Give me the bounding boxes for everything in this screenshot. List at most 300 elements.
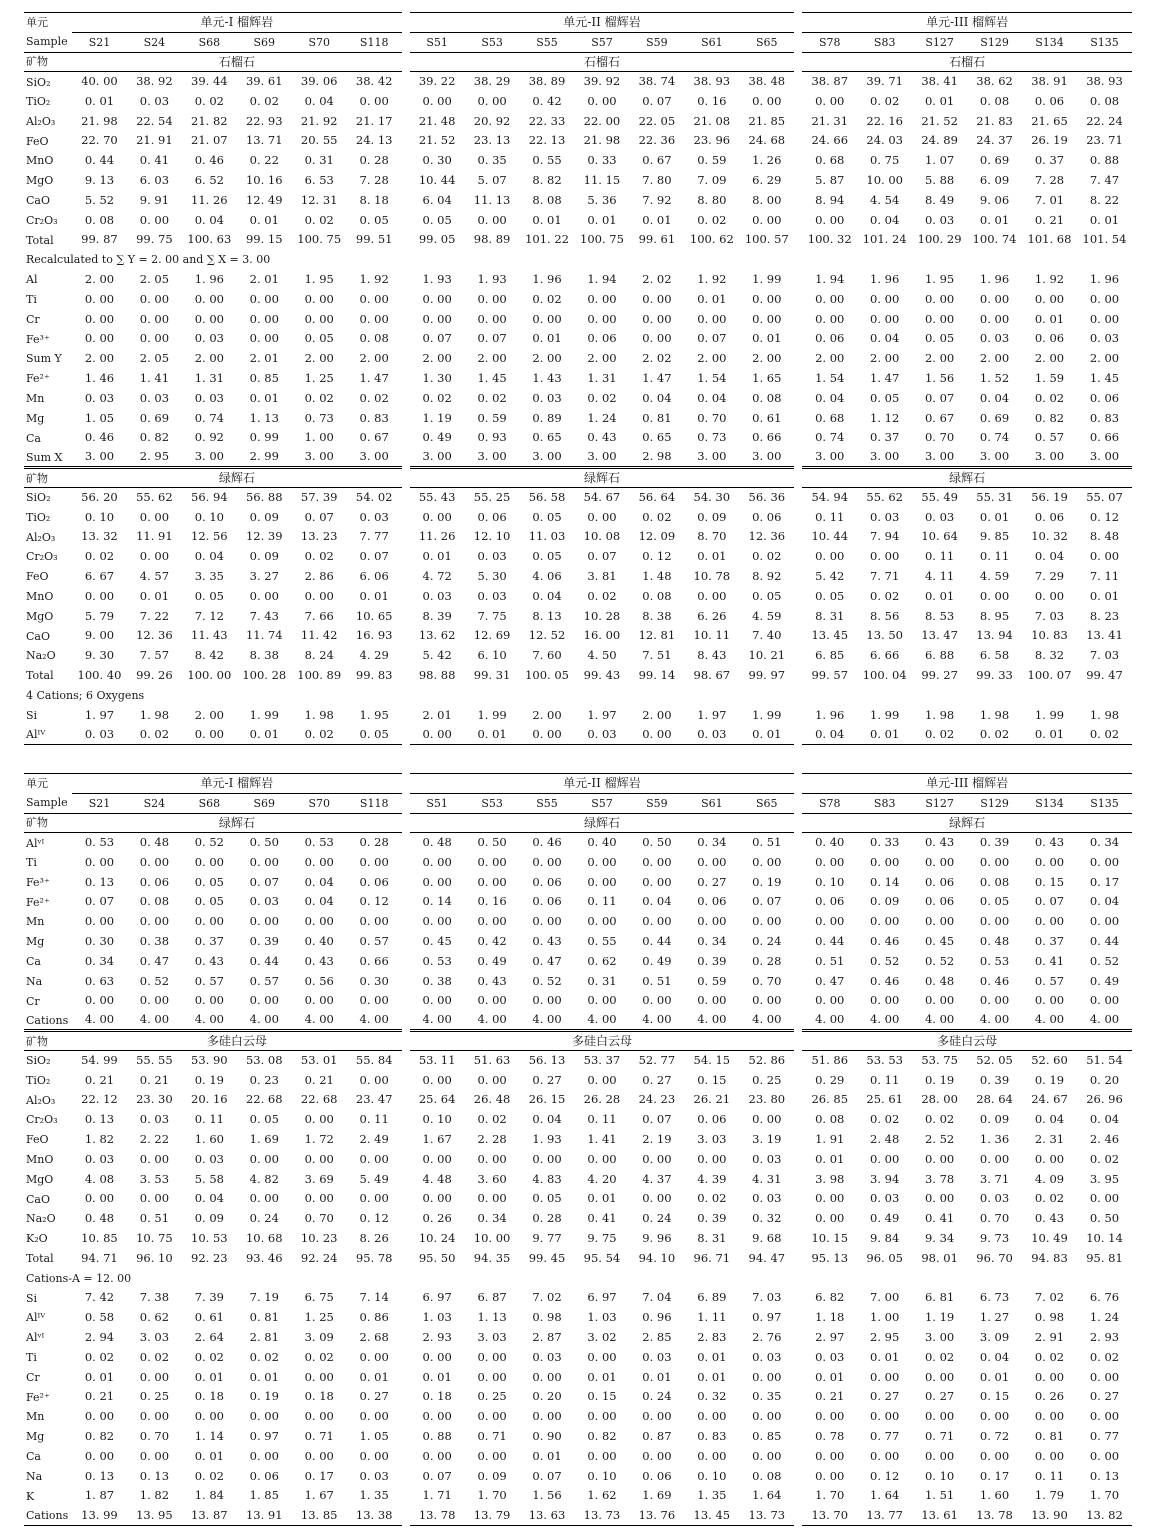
cell-value: 11. 42	[300, 628, 338, 643]
cell-value: 21. 98	[583, 133, 621, 148]
cell-value: 22. 24	[1086, 113, 1123, 128]
cell-value: 4. 00	[422, 1012, 452, 1027]
cell-value: 5. 36	[587, 192, 617, 207]
cell-value: 0. 03	[870, 509, 900, 524]
cell-value: 3. 00	[1089, 449, 1120, 464]
cell-value: 0. 00	[1089, 854, 1120, 869]
cell-value: 0. 03	[575, 725, 630, 745]
column-gap	[794, 813, 802, 833]
cell-value: 1. 98	[139, 707, 170, 722]
row-label: Cr₂O₃	[26, 1113, 58, 1127]
column-gap	[794, 1031, 802, 1051]
cell-value: 1. 99	[1034, 707, 1065, 722]
cell-value: 9. 91	[139, 192, 170, 207]
cell-value: 0. 00	[815, 1211, 845, 1226]
cell-value: 0. 06	[815, 894, 845, 909]
cell-value: 0. 03	[477, 588, 507, 603]
column-gap	[794, 626, 802, 646]
cell-value: 0. 04	[979, 1349, 1010, 1364]
cell-value: 4. 59	[752, 608, 782, 623]
cell-value: 0. 24	[752, 934, 782, 949]
cell-value: 0. 00	[979, 993, 1010, 1008]
column-gap	[402, 1150, 410, 1170]
cell-value: 0. 01	[587, 1369, 617, 1384]
cell-value: 0. 99	[249, 430, 279, 445]
row-label: TiO₂	[26, 510, 51, 524]
cell-value: 3. 03	[477, 1329, 507, 1344]
column-gap	[402, 290, 410, 310]
column-gap	[794, 191, 802, 211]
cell-value: 4. 00	[924, 1012, 955, 1027]
row-label: FeO	[26, 570, 49, 584]
cell-value: 0. 00	[1034, 291, 1065, 306]
cell-value: 4. 09	[1034, 1171, 1065, 1186]
cell-value: 0. 00	[532, 311, 562, 326]
cell-value: 0. 00	[477, 1151, 507, 1166]
cell-value: 21. 92	[300, 113, 338, 128]
cell-value: 0. 00	[249, 311, 279, 326]
column-gap	[794, 468, 802, 488]
cell-value: 11. 74	[245, 628, 283, 643]
column-gap	[402, 111, 410, 131]
cell-value: 55. 84	[355, 1053, 393, 1068]
cell-value: 0. 97	[752, 1310, 782, 1325]
cell-value: 100. 89	[297, 667, 342, 682]
cell-value: 5. 87	[815, 173, 845, 188]
cell-value: 0. 09	[477, 1468, 507, 1483]
sample-id: S135	[1077, 793, 1132, 813]
cell-value: 0. 67	[924, 410, 955, 425]
row-label: MgO	[26, 609, 54, 623]
cell-value: 13. 90	[1022, 1506, 1077, 1526]
cell-value: 101. 54	[1082, 232, 1127, 247]
cell-value: 9. 34	[924, 1230, 955, 1245]
cell-value: 4. 00	[697, 1012, 727, 1027]
cell-value: 12. 81	[638, 628, 676, 643]
cell-value: 1. 05	[359, 1428, 389, 1443]
cell-value: 0. 43	[477, 973, 507, 988]
mineral-name: 多硅白云母	[72, 1031, 402, 1051]
sample-label: Sample	[24, 32, 72, 52]
column-gap	[402, 527, 410, 547]
cell-value: 0. 82	[1034, 410, 1065, 425]
table-row	[24, 626, 1132, 646]
cell-value: 0. 55	[587, 934, 617, 949]
column-gap	[794, 853, 802, 873]
cell-value: 54. 30	[693, 490, 731, 505]
cell-value: 39. 44	[191, 74, 228, 89]
cell-value: 0. 00	[477, 291, 507, 306]
column-gap	[794, 309, 802, 329]
cell-value: 0. 03	[359, 509, 389, 524]
cell-value: 0. 00	[1089, 1448, 1120, 1463]
cell-value: 10. 53	[191, 1230, 228, 1245]
cell-value: 38. 74	[638, 74, 676, 89]
cell-value: 0. 03	[422, 588, 452, 603]
cell-value: 2. 00	[924, 351, 955, 366]
column-gap	[402, 32, 410, 52]
cell-value: 0. 35	[477, 153, 507, 168]
cell-value: 38. 93	[1086, 74, 1123, 89]
cell-value: 0. 65	[532, 430, 562, 445]
cell-value: 101. 24	[862, 232, 907, 247]
cell-value: 1. 35	[359, 1488, 389, 1503]
cell-value: 0. 43	[532, 934, 562, 949]
cell-value: 2. 98	[642, 449, 672, 464]
cell-value: 1. 72	[304, 1131, 334, 1146]
column-gap	[402, 1229, 410, 1249]
cell-value: 0. 03	[752, 1151, 782, 1166]
cell-value: 0. 01	[979, 1369, 1010, 1384]
cell-value: 0. 00	[1034, 993, 1065, 1008]
cell-value: 56. 58	[528, 490, 566, 505]
cell-value: 2. 76	[752, 1329, 782, 1344]
cell-value: 0. 00	[532, 1151, 562, 1166]
cell-value: 99. 57	[811, 667, 849, 682]
cell-value: 0. 00	[194, 1409, 224, 1424]
cell-value: 92. 24	[300, 1250, 338, 1265]
cell-value: 0. 03	[249, 894, 279, 909]
row-label: Alᴵⱽ	[26, 1311, 46, 1325]
cell-value: 0. 12	[359, 1211, 389, 1226]
cell-value: 2. 00	[1034, 351, 1065, 366]
cell-value: 0. 13	[84, 1112, 115, 1127]
cell-value: 100. 00	[187, 667, 232, 682]
cell-value: 0. 00	[410, 725, 465, 745]
cell-value: 99. 31	[473, 667, 511, 682]
cell-value: 0. 21	[84, 1389, 115, 1404]
cell-value: 0. 00	[979, 854, 1010, 869]
cell-value: 3. 35	[194, 568, 224, 583]
cell-value: 0. 28	[359, 835, 389, 850]
sample-id: S57	[575, 32, 630, 52]
recalc-note-row	[24, 686, 1132, 706]
cell-value: 54. 15	[693, 1053, 731, 1068]
cell-value: 0. 04	[870, 331, 900, 346]
cell-value: 0. 00	[1089, 1409, 1120, 1424]
column-gap	[794, 1110, 802, 1130]
sample-id: S129	[967, 793, 1022, 813]
cell-value: 38. 42	[355, 74, 393, 89]
cell-value: 100. 57	[744, 232, 789, 247]
table-row	[24, 92, 1132, 112]
cell-value: 0. 04	[870, 212, 900, 227]
cell-value: 0. 00	[304, 993, 334, 1008]
cell-value: 3. 78	[924, 1171, 955, 1186]
column-gap	[794, 1090, 802, 1110]
cell-value: 0. 49	[1089, 973, 1120, 988]
cell-value: 0. 13	[139, 1468, 170, 1483]
cell-value: 1. 92	[1034, 272, 1065, 286]
cell-value: 0. 37	[1034, 934, 1065, 949]
row-label: Ca	[26, 1449, 41, 1463]
cell-value: 0. 00	[924, 1448, 955, 1463]
cell-value: 0. 11	[924, 549, 955, 564]
sample-id: S69	[237, 32, 292, 52]
cell-value: 0. 83	[1089, 410, 1120, 425]
cell-value: 0. 05	[752, 588, 782, 603]
row-label: Fe³⁺	[26, 875, 50, 889]
cell-value: 0. 00	[139, 1369, 170, 1384]
cell-value: 0. 05	[979, 894, 1010, 909]
cell-value: 0. 02	[924, 1112, 955, 1127]
cell-value: 2. 68	[359, 1329, 389, 1344]
cell-value: 0. 00	[752, 914, 782, 929]
cell-value: 1. 96	[532, 272, 562, 286]
cell-value: 24. 03	[866, 133, 903, 148]
cell-value: 0. 00	[304, 854, 334, 869]
table-row	[24, 131, 1132, 151]
cell-value: 3. 53	[139, 1171, 170, 1186]
cell-value: 0. 00	[249, 291, 279, 306]
cell-value: 0. 00	[249, 1151, 279, 1166]
column-gap	[794, 892, 802, 912]
cell-value: 7. 71	[870, 568, 900, 583]
cell-value: 9. 77	[532, 1230, 562, 1245]
cell-value: 3. 00	[752, 449, 782, 464]
cell-value: 1. 95	[359, 707, 389, 722]
cell-value: 100. 62	[689, 232, 734, 247]
cell-value: 0. 78	[815, 1428, 845, 1443]
cell-value: 0. 08	[1089, 93, 1120, 108]
cell-value: 0. 06	[924, 874, 955, 889]
column-gap	[794, 32, 802, 52]
cell-value: 0. 00	[815, 1191, 845, 1206]
sample-id: S83	[857, 793, 912, 813]
column-gap	[794, 991, 802, 1011]
cell-value: 1. 56	[532, 1488, 562, 1503]
cell-value: 8. 94	[815, 192, 845, 207]
cell-value: 4. 11	[924, 568, 955, 583]
cell-value: 7. 14	[359, 1290, 389, 1305]
cell-value: 0. 48	[84, 1211, 115, 1226]
cell-value: 1. 69	[642, 1488, 672, 1503]
cell-value: 1. 13	[477, 1310, 507, 1325]
cell-value: 4. 83	[532, 1171, 562, 1186]
cell-value: 4. 57	[139, 568, 170, 583]
cell-value: 8. 31	[697, 1230, 727, 1245]
cell-value: 0. 00	[194, 854, 224, 869]
cell-value: 0. 00	[359, 291, 389, 306]
cell-value: 0. 03	[870, 1191, 900, 1206]
cell-value: 0. 00	[359, 914, 389, 929]
cell-value: 4. 00	[815, 1012, 845, 1027]
cell-value: 56. 94	[191, 490, 228, 505]
cell-value: 0. 05	[249, 1112, 279, 1127]
mineral-name: 石榴石	[72, 52, 402, 72]
table-row	[24, 1011, 1132, 1031]
column-gap	[794, 1051, 802, 1071]
cell-value: 0. 24	[642, 1211, 672, 1226]
cell-value: 0. 00	[194, 311, 224, 326]
cell-value: 96. 10	[136, 1250, 173, 1265]
column-gap	[402, 606, 410, 626]
cell-value: 0. 04	[194, 212, 224, 227]
cell-value: 3. 09	[304, 1329, 334, 1344]
column-gap	[794, 488, 802, 508]
cell-value: 10. 32	[1031, 529, 1068, 544]
cell-value: 0. 59	[477, 410, 507, 425]
cell-value: 0. 00	[304, 1191, 334, 1206]
cell-value: 4. 39	[697, 1171, 727, 1186]
cell-value: 1. 99	[752, 272, 782, 286]
cell-value: 23. 30	[136, 1092, 173, 1107]
cell-value: 0. 06	[532, 894, 562, 909]
cell-value: 53. 11	[418, 1053, 456, 1068]
cell-value: 0. 03	[139, 1112, 170, 1127]
column-gap	[794, 932, 802, 952]
cell-value: 0. 00	[84, 993, 115, 1008]
cell-value: 0. 04	[1034, 549, 1065, 564]
column-gap	[402, 349, 410, 369]
cell-value: 10. 00	[473, 1230, 511, 1245]
cell-value: 39. 61	[245, 74, 283, 89]
table-row	[24, 1348, 1132, 1368]
cell-value: 6. 10	[477, 648, 507, 663]
row-label: Na	[26, 974, 43, 988]
cell-value: 2. 00	[304, 351, 334, 366]
cell-value: 13. 45	[684, 1506, 739, 1526]
cell-value: 7. 60	[532, 648, 562, 663]
cell-value: 0. 01	[465, 725, 520, 745]
data-table-part-2	[24, 773, 1132, 1526]
cell-value: 13. 63	[520, 1506, 575, 1526]
cell-value: 0. 70	[924, 430, 955, 445]
cell-value: 0. 05	[422, 212, 452, 227]
cell-value: 2. 00	[979, 351, 1010, 366]
column-gap	[794, 606, 802, 626]
cell-value: 0. 52	[194, 835, 224, 850]
cell-value: 55. 55	[136, 1053, 173, 1068]
sample-header-row	[24, 793, 1132, 813]
cell-value: 7. 04	[642, 1290, 672, 1305]
cell-value: 3. 69	[304, 1171, 334, 1186]
cell-value: 0. 00	[815, 291, 845, 306]
cell-value: 0. 01	[979, 212, 1010, 227]
cell-value: 0. 97	[249, 1428, 279, 1443]
cell-value: 0. 53	[304, 835, 334, 850]
cell-value: 0. 04	[532, 588, 562, 603]
cell-value: 1. 84	[194, 1488, 224, 1503]
cell-value: 0. 02	[139, 1349, 170, 1364]
cell-value: 0. 90	[532, 1428, 562, 1443]
sample-id: S65	[739, 32, 794, 52]
cell-value: 0. 00	[870, 1369, 900, 1384]
cell-value: 0. 37	[870, 430, 900, 445]
cell-value: 25. 61	[866, 1092, 903, 1107]
cell-value: 7. 29	[1034, 568, 1065, 583]
cell-value: 1. 97	[84, 707, 115, 722]
cell-value: 0. 00	[642, 1191, 672, 1206]
cell-value: 1. 92	[359, 272, 389, 286]
row-label: FeO	[26, 1133, 49, 1147]
cell-value: 10. 24	[418, 1230, 456, 1245]
row-label: Fe²⁺	[26, 372, 50, 386]
table-row	[24, 833, 1132, 853]
cell-value: 0. 00	[1089, 993, 1120, 1008]
cell-value: 0. 00	[477, 874, 507, 889]
cell-value: 98. 88	[418, 667, 456, 682]
table-row	[24, 1447, 1132, 1467]
cell-value: 0. 00	[422, 1072, 452, 1087]
column-gap	[402, 567, 410, 587]
cell-value: 94. 47	[748, 1250, 786, 1265]
cell-value: 0. 07	[642, 1112, 672, 1127]
cell-value: 13. 82	[1077, 1506, 1132, 1526]
cell-value: 0. 06	[477, 509, 507, 524]
cell-value: 11. 26	[418, 529, 456, 544]
cell-value: 8. 31	[815, 608, 845, 623]
cell-value: 0. 02	[249, 1349, 279, 1364]
cell-value: 0. 02	[1089, 1151, 1120, 1166]
cell-value: 1. 14	[194, 1428, 224, 1443]
cell-value: 0. 00	[477, 93, 507, 108]
table-row	[24, 1090, 1132, 1110]
cell-value: 26. 21	[693, 1092, 731, 1107]
cell-value: 24. 13	[355, 133, 393, 148]
cell-value: 13. 91	[237, 1506, 292, 1526]
cell-value: 99. 75	[136, 232, 173, 247]
column-gap	[402, 1070, 410, 1090]
cell-value: 0. 21	[1034, 212, 1065, 227]
cell-value: 0. 43	[924, 835, 955, 850]
cell-value: 0. 00	[642, 311, 672, 326]
column-gap	[402, 131, 410, 151]
table-row	[24, 1189, 1132, 1209]
column-gap	[402, 171, 410, 191]
cell-value: 0. 02	[84, 1349, 115, 1364]
cell-value: 52. 86	[748, 1053, 786, 1068]
cell-value: 12. 56	[191, 529, 228, 544]
cell-value: 6. 87	[477, 1290, 507, 1305]
cell-value: 12. 09	[638, 529, 676, 544]
column-gap	[402, 52, 410, 72]
column-gap	[794, 230, 802, 250]
column-gap	[794, 912, 802, 932]
cell-value: 0. 02	[697, 212, 727, 227]
cell-value: 0. 00	[182, 725, 237, 745]
cell-value: 21. 98	[81, 113, 118, 128]
cell-value: 0. 01	[194, 1448, 224, 1463]
cell-value: 0. 02	[1089, 1349, 1120, 1364]
cell-value: 0. 37	[1034, 153, 1065, 168]
cell-value: 0. 24	[249, 1211, 279, 1226]
cell-value: 0. 65	[642, 430, 672, 445]
cell-value: 0. 39	[697, 953, 727, 968]
cell-value: 0. 00	[1089, 311, 1120, 326]
cell-value: 0. 03	[84, 390, 115, 405]
cell-value: 0. 00	[1089, 1191, 1120, 1206]
cell-value: 1. 60	[979, 1488, 1010, 1503]
cell-value: 0. 00	[359, 1409, 389, 1424]
cell-value: 3. 00	[815, 449, 845, 464]
column-gap	[402, 1308, 410, 1328]
cell-value: 0. 02	[1034, 390, 1065, 405]
column-gap	[402, 1130, 410, 1150]
cell-value: 1. 82	[139, 1488, 170, 1503]
column-gap	[794, 1209, 802, 1229]
cell-value: 0. 00	[139, 212, 170, 227]
cell-value: 0. 00	[422, 1349, 452, 1364]
cell-value: 5. 49	[359, 1171, 389, 1186]
cell-value: 0. 00	[84, 1191, 115, 1206]
table-row	[24, 428, 1132, 448]
cell-value: 0. 00	[642, 874, 672, 889]
cell-value: 1. 96	[194, 272, 224, 286]
cell-value: 22. 16	[866, 113, 903, 128]
cell-value: 13. 50	[866, 628, 903, 643]
sample-id: S127	[912, 793, 967, 813]
